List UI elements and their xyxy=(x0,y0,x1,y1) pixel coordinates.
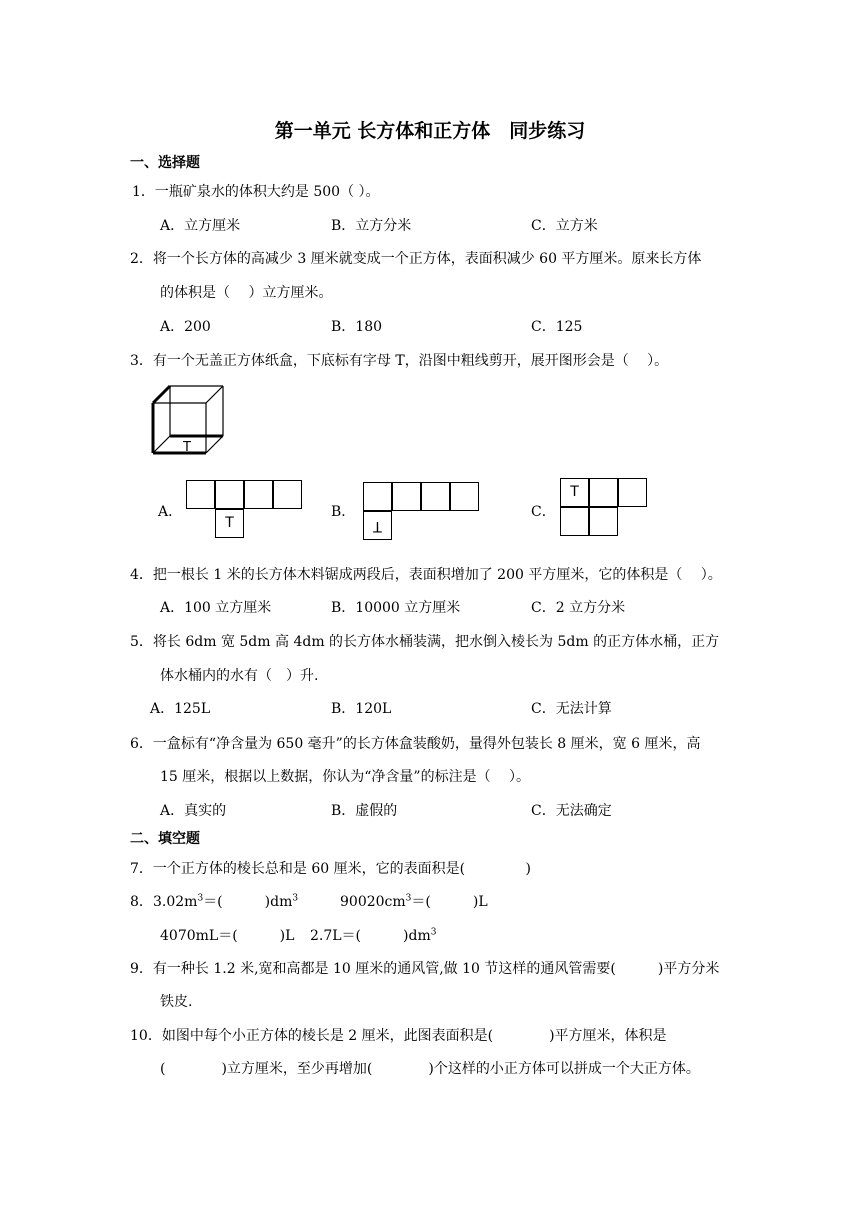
q1-stem: 1．一瓶矿泉水的体积大约是 500（ ）。 xyxy=(132,184,380,200)
net-a-letter: T xyxy=(215,509,244,538)
open-cube-figure xyxy=(150,383,228,458)
q2-stem-line2: 的体积是（ ）立方厘米。 xyxy=(160,285,333,301)
section-fill: 二、填空题 xyxy=(130,831,200,847)
q1-option-c: C．立方米 xyxy=(531,218,598,234)
q5-stem-line2: 体水桶内的水有（ ）升. xyxy=(160,668,319,684)
q8-part3: 4070mL＝( )L xyxy=(160,928,295,944)
q6-option-a: A．真实的 xyxy=(160,803,227,819)
q5-option-c: C．无法计算 xyxy=(531,701,612,717)
q7-stem: 7．一个正方体的棱长总和是 60 厘米，它的表面积是( ) xyxy=(130,861,531,877)
q4-option-b: B．10000 立方厘米 xyxy=(331,600,461,616)
q9-stem-line2: 铁皮. xyxy=(160,994,193,1010)
q10-stem-line1: 10．如图中每个小正方体的棱长是 2 厘米，此图表面积是( )平方厘米，体积是 xyxy=(130,1028,667,1044)
q4-option-c: C．2 立方分米 xyxy=(531,600,626,616)
q4-option-a: A．100 立方厘米 xyxy=(160,600,272,616)
q6-stem-line1: 6．一盒标有“净含量为 650 毫升”的长方体盒装酸奶，量得外包装长 8 厘米，宽 6 厘米，高 xyxy=(130,736,701,752)
q2-option-b: B．180 xyxy=(331,319,383,335)
q1-option-a: A．立方厘米 xyxy=(160,218,241,234)
net-c-letter: T xyxy=(560,478,589,507)
q8-number: 8． xyxy=(130,894,153,910)
q3-option-c: C． xyxy=(531,504,556,520)
q5-option-b: B．120L xyxy=(331,701,392,717)
q10-stem-line2: ( )立方厘米，至少再增加( )个这样的小正方体可以拼成一个大正方体。 xyxy=(160,1061,700,1077)
q2-option-a: A．200 xyxy=(160,319,211,335)
q5-stem-line1: 5．将长 6dm 宽 5dm 高 4dm 的长方体水桶装满，把水倒入棱长为 5dm 的正方体水桶，正方 xyxy=(130,634,720,650)
q3-stem: 3．有一个无盖正方体纸盒，下底标有字母 T，沿图中粗线剪开，展开图形会是（ ）。 xyxy=(130,353,669,369)
q6-option-b: B．虚假的 xyxy=(331,803,398,819)
cube-letter: T xyxy=(183,440,191,455)
q9-stem-line1: 9．有一种长 1.2 米,宽和高都是 10 厘米的通风管,做 10 节这样的通风管需要( )平方分米 xyxy=(130,961,720,977)
q8-part2: $90020cm^3=$( )L xyxy=(340,893,488,910)
q6-option-c: C．无法确定 xyxy=(531,803,612,819)
q1-option-b: B．立方分米 xyxy=(331,218,412,234)
q8-part4: 2.7L＝( )$dm^3$ xyxy=(310,927,437,944)
q8-part1: $3.02m^3=$( )$dm^3$ xyxy=(153,893,299,910)
q2-option-c: C．125 xyxy=(531,319,583,335)
net-b-letter: T xyxy=(363,511,392,540)
q3-option-a: A． xyxy=(158,504,183,520)
q4-stem: 4．把一根长 1 米的长方体木料锯成两段后，表面积增加了 200 平方厘米，它的体积是（ ）。 xyxy=(130,567,722,583)
page-title: 第一单元 长方体和正方体 同步练习 xyxy=(274,120,586,142)
q2-stem-line1: 2．将一个长方体的高减少 3 厘米就变成一个正方体，表面积减少 60 平方厘米。原来长方体 xyxy=(130,251,702,267)
q3-option-b: B． xyxy=(331,504,356,520)
q6-stem-line2: 15 厘米，根据以上数据，你认为“净含量”的标注是（ ）。 xyxy=(160,769,531,785)
q5-option-a: A．125L xyxy=(150,701,211,717)
section-choice: 一、选择题 xyxy=(130,155,200,171)
